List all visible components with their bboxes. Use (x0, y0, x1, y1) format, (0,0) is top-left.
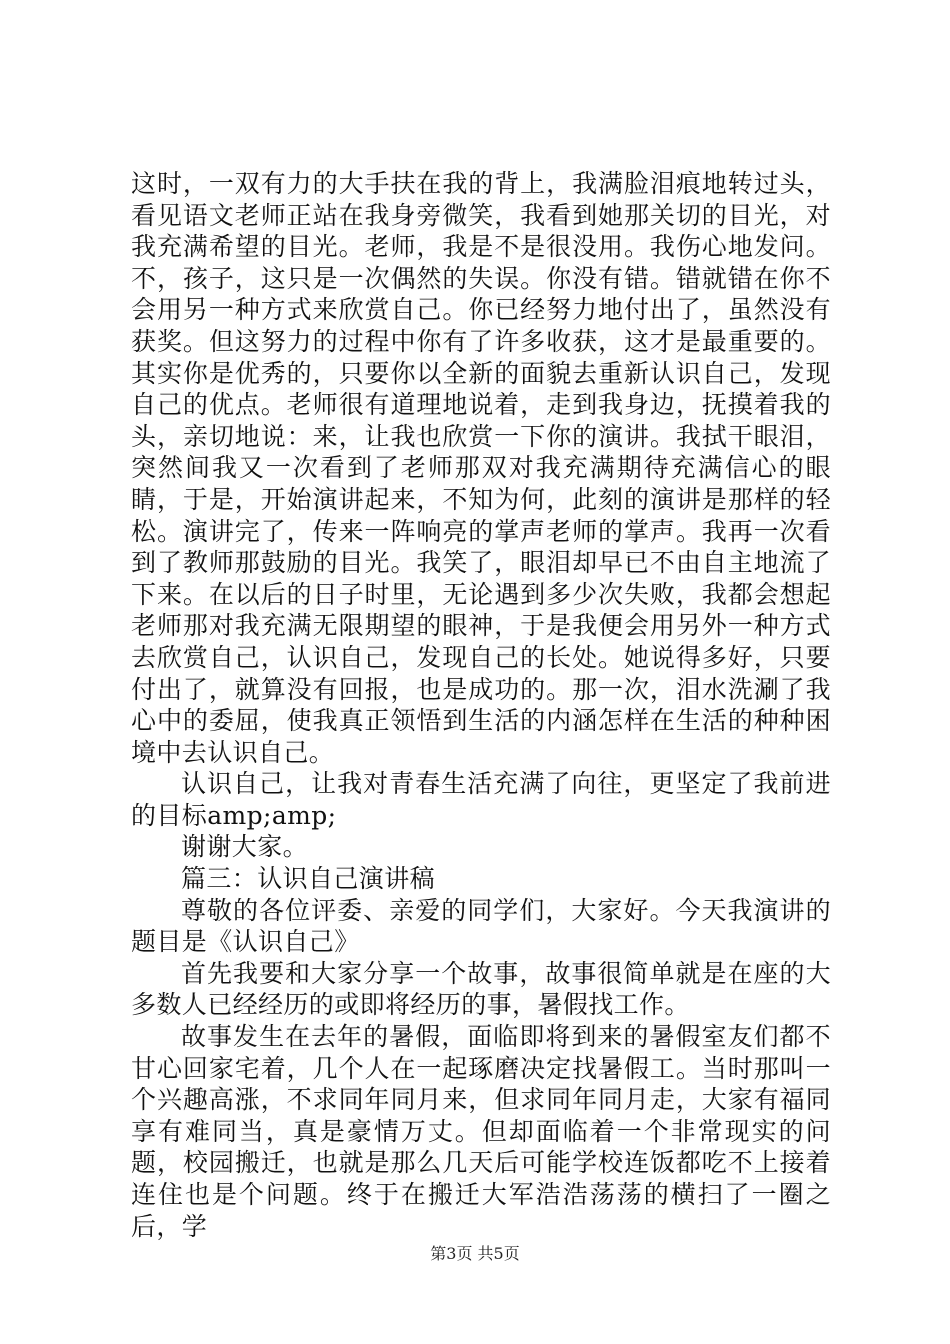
page-footer (0, 1244, 950, 1264)
paragraph-6: 首先我要和大家分享一个故事，故事很简单就是在座的大多数人已经经历的或即将经历的事，暑假找工作。 (131, 958, 831, 1020)
document-body (131, 168, 831, 1242)
paragraph-2: 认识自己，让我对青春生活充满了向往，更坚定了我前进的目标amp;amp; (131, 769, 831, 830)
section-heading: 篇三：认识自己演讲稿 (181, 864, 436, 894)
paragraph-5: 尊敬的各位评委、亲爱的同学们，大家好。今天我演讲的题目是《认识自己》 (131, 895, 831, 957)
paragraph-1: 这时，一双有力的大手扶在我的背上，我满脸泪痕地转过头，看见语文老师正站在我身旁微笑，我看到她那关切的目光，对我充满希望的目光。老师，我是不是很没用。我伤心地发问。不，孩子，这只是一次偶然的失误。你没有错。错就错在你不会用另一种方式来欣赏自己。你已经努力地付出了，虽然没有获奖。但这努力的过程中你有了许多收获，这才是最重要的。其实你是优秀的，只要你以全新的面貌去重新认识自己，发现自己的优点。老师很有道理地说着，走到我身边，抚摸着我的头，亲切地说：来，让我也欣赏一下你的演讲。我拭干眼泪，突然间我又一次看到了老师那双对我充满期待充满信心的眼睛，于是，开始演讲起来，不知为何，此刻的演讲是那样的轻松。演讲完了，传来一阵响亮的掌声老师的掌声。我再一次看到了教师那鼓励的目光。我笑了，眼泪却早已不由自主地流了下来。在以后的日子时里，无论遇到多少次失败，我都会想起老师那对我充满无限期望的眼神，于是我便会用另外一种方式去欣赏自己，认识自己，发现自己的长处。她说得多好，只要付出了，就算没有回报，也是成功的。那一次，泪水洗涮了我心中的委屈，使我真正领悟到生活的内涵怎样在生活的种种困境中去认识自己。 (131, 169, 831, 767)
paragraph-3: 谢谢大家。 (181, 832, 309, 862)
paragraph-7: 故事发生在去年的暑假，面临即将到来的暑假室友们都不甘心回家宅着，几个人在一起琢磨决定找暑假工。当时那叫一个兴趣高涨，不求同年同月来，但求同年同月走，大家有福同享有难同当，真是豪情万丈。但却面临着一个非常现实的问题，校园搬迁，也就是那么几天后可能学校连饭都吃不上接着连住也是个问题。终于在搬迁大军浩浩荡荡的横扫了一圈之后，学 (131, 1022, 831, 1241)
page-number: 第3页 共5页 (430, 1244, 520, 1263)
